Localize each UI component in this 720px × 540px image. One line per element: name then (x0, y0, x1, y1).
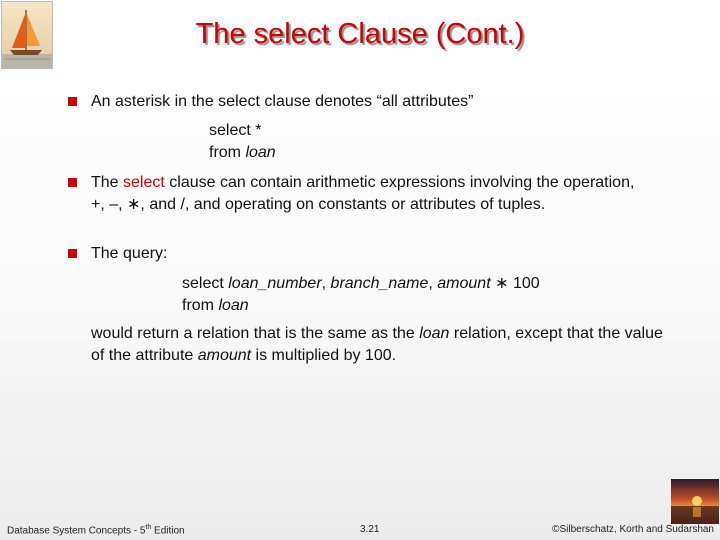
footer-copyright: ©Silberschatz, Korth and Sudarshan (552, 524, 714, 535)
code-1-line-2 (209, 142, 276, 164)
result-text-2: relation, except that the value of the attribute (91, 325, 663, 364)
bullet-2-pre: The (91, 174, 124, 191)
footer-book-title: Database System Concepts - 5 (7, 525, 146, 537)
result-relation: loan (419, 325, 450, 342)
page-number: 3.21 (360, 524, 380, 535)
footer-edition: Edition (151, 525, 185, 537)
bullet-marker-1 (68, 97, 77, 106)
result-attr: amount (197, 346, 252, 364)
bullet-3-text: The query: (91, 245, 168, 262)
attr-amount: amount (437, 275, 491, 292)
code-block-1 (209, 120, 276, 164)
code-2-line-2 (182, 295, 540, 317)
code-2-line-1 (182, 273, 540, 295)
footer-superscript: th (145, 524, 152, 531)
keyword-from: from (209, 144, 241, 161)
keyword-select: select (182, 275, 224, 292)
bullet-marker-2 (68, 178, 77, 187)
result-text-3: is multiplied by 100. (251, 346, 397, 364)
relation-name: loan (218, 297, 249, 314)
footer-left (7, 524, 185, 536)
separator: , (321, 275, 331, 292)
bullet-2-text (91, 172, 651, 215)
result-text-1: would return a relation that is the same as the (91, 325, 420, 342)
attr-loan-number: loan_number (228, 275, 322, 292)
page-title: The select Clause (Cont.) (195, 18, 525, 50)
multiply-expr: ∗ 100 (490, 275, 540, 292)
keyword-select: select (209, 122, 251, 139)
sunset-image (671, 479, 719, 524)
keyword-from: from (182, 297, 214, 314)
result-explanation (91, 323, 666, 366)
bullet-1-text: An asterisk in the select clause denotes “all attributes” (91, 93, 474, 110)
bullet-2-post: clause can contain arithmetic expressions involving the operation, +, –, ∗, and /, and operating on constants or attributes of tuples. (91, 174, 635, 213)
keyword-select-highlight: select (123, 174, 165, 191)
separator: , (428, 275, 438, 292)
code-1-star: * (250, 122, 262, 139)
bullet-marker-3 (68, 249, 77, 258)
code-1-line-1 (209, 120, 276, 142)
relation-name: loan (245, 144, 276, 161)
attr-branch-name: branch_name (330, 275, 429, 292)
code-block-2 (182, 273, 540, 317)
